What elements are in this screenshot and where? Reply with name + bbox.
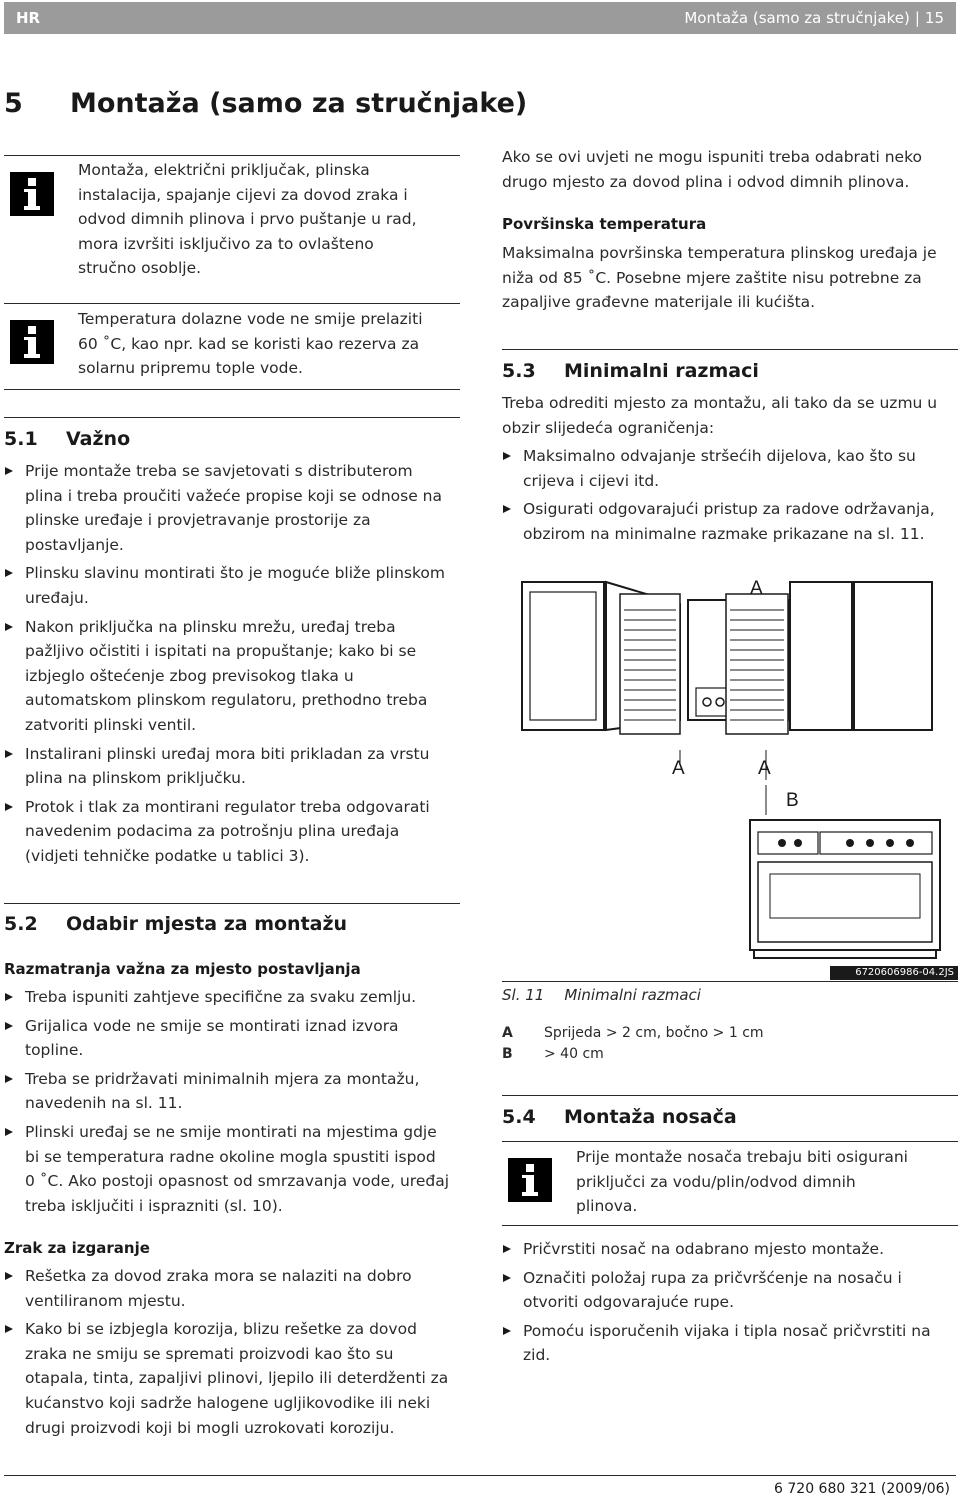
line: plina na plinskom priključku.	[25, 769, 246, 788]
list-item	[502, 1319, 958, 1368]
legend-key: A	[502, 1025, 513, 1041]
notice-line: instalacija, spajanje cijevi za dovod zraka i	[78, 185, 408, 204]
line: crijeva i cijevi itd.	[523, 471, 660, 490]
notice-line: stručno osoblje.	[78, 259, 202, 278]
surface-paragraph	[502, 241, 958, 315]
line: treba isključiti i isprazniti (sl. 10).	[25, 1196, 283, 1215]
line: Nakon priključka na plinsku mrežu, uređaj treba	[25, 617, 396, 636]
label-a-left: A	[672, 758, 685, 779]
figure-code: 6720606986-04.2JS	[830, 966, 958, 980]
list-item	[4, 742, 460, 791]
divider	[4, 417, 460, 418]
section-number: 5.2	[4, 913, 38, 935]
bullet-arrow-icon	[503, 1245, 511, 1253]
figure-legend	[502, 1023, 764, 1065]
bullet-arrow-icon	[5, 803, 13, 811]
notice-3	[576, 1145, 956, 1219]
list-item	[502, 497, 958, 546]
line: Plinsku slavinu montirati što je moguće bliže plinskom	[25, 564, 445, 583]
bullet-arrow-icon	[5, 467, 13, 475]
louvered-door	[620, 594, 680, 734]
bullet-arrow-icon	[503, 452, 511, 460]
info-icon	[10, 172, 54, 216]
section-number: 5.1	[4, 428, 38, 450]
line: otapala, tinta, zapaljivi plinovi, ljepilo ili deterdženti za	[25, 1369, 449, 1388]
line: uređaju.	[25, 588, 89, 607]
line: Maksimalna površinska temperatura plinskog uređaja je	[502, 244, 937, 262]
line: Plinski uređaj se ne smije montirati na mjestima gdje	[25, 1122, 437, 1141]
page-header	[4, 2, 956, 34]
label-a-right: A	[758, 758, 771, 779]
line: Treba se pridržavati minimalnih mjera za montažu,	[25, 1069, 420, 1088]
list-item	[4, 1264, 460, 1313]
divider	[4, 903, 460, 904]
section-number: 5.4	[502, 1106, 536, 1128]
bullet-arrow-icon	[5, 623, 13, 631]
list-item	[4, 795, 460, 869]
language-code: HR	[16, 9, 41, 27]
section-title: Važno	[66, 428, 131, 450]
notice-2	[78, 307, 458, 381]
line: Pomoću isporučenih vijaka i tipla nosač pričvrstiti na	[523, 1321, 931, 1340]
notice-line: 60 ˚C, kao npr. kad se koristi kao rezerva za	[78, 334, 420, 353]
list-item	[4, 1317, 460, 1440]
line: drugo mjesto za dovod plina i odvod dimnih plinova.	[502, 172, 910, 191]
legend-key: B	[502, 1046, 513, 1062]
line: Ako se ovi uvjeti ne mogu ispuniti treba odabrati neko	[502, 148, 922, 166]
page-number: 15	[924, 9, 944, 27]
notice-line: Temperatura dolazne vode ne smije prelaziti	[78, 310, 423, 328]
bullet-arrow-icon	[5, 569, 13, 577]
line: kućanstvo koji sadrže halogene ugljikovodike ili neki	[25, 1393, 431, 1412]
section-5-1-heading	[4, 428, 130, 450]
line: izbjeglo oštećenje zbog previsokog tlaka u	[25, 666, 354, 685]
bullet-arrow-icon	[5, 750, 13, 758]
line: obzir slijedeća ograničenja:	[502, 418, 715, 437]
info-icon	[10, 320, 54, 364]
line: Osigurati odgovarajući pristup za radove održavanja,	[523, 500, 935, 519]
list-item	[4, 561, 460, 610]
divider	[4, 155, 460, 156]
section-title: Minimalni razmaci	[564, 360, 759, 382]
line: obzirom na minimalne razmake prikazane na sl. 11.	[523, 524, 925, 543]
divider	[502, 981, 958, 982]
bullet-arrow-icon	[503, 1274, 511, 1282]
list-item	[4, 1120, 460, 1218]
bracket-list	[502, 1237, 958, 1372]
clearance-list	[502, 444, 958, 550]
line: Grijalica vode ne smije se montirati iznad izvora	[25, 1016, 399, 1035]
section-number: 5.3	[502, 360, 536, 382]
line: Treba ispuniti zahtjeve specifične za svaku zemlju.	[25, 988, 417, 1006]
right-cabinet-1	[790, 582, 852, 730]
list-item	[4, 459, 460, 557]
bullet-arrow-icon	[5, 1325, 13, 1333]
figure-title: Minimalni razmaci	[564, 986, 701, 1004]
list-item	[4, 1067, 460, 1116]
section-number: 5	[4, 88, 23, 119]
notice-line: odvod dimnih plinova i prvo puštanje u rad,	[78, 210, 417, 229]
bullet-arrow-icon	[5, 993, 13, 1001]
clearance-intro	[502, 391, 958, 440]
list-item	[502, 444, 958, 493]
line: drugi proizvodi koji bi mogli uzrokovati koroziju.	[25, 1418, 395, 1437]
section-5-2-heading	[4, 913, 347, 935]
notice-line: Prije montaže nosača trebaju biti osigurani	[576, 1148, 908, 1166]
bullet-arrow-icon	[503, 1327, 511, 1335]
line: zatvoriti plinski ventil.	[25, 715, 197, 734]
legend-value: Sprijeda > 2 cm, bočno > 1 cm	[544, 1025, 764, 1041]
list-item	[502, 1237, 958, 1262]
line: Pričvrstiti nosač na odabrano mjesto montaže.	[523, 1240, 885, 1258]
line: Instalirani plinski uređaj mora biti prikladan za vrstu	[25, 744, 430, 763]
divider	[4, 303, 460, 304]
section-5-4-heading	[502, 1106, 737, 1128]
line: Protok i tlak za montirani regulator treba odgovarati	[25, 797, 430, 816]
line: Prije montaže treba se savjetovati s distributerom	[25, 462, 413, 480]
document-number: 6 720 680 321 (2009/06)	[774, 1481, 950, 1497]
notice-1	[78, 158, 458, 281]
line: plinske uređaje i provjetravanje prostorije za	[25, 511, 371, 530]
list-item	[4, 985, 460, 1010]
section-5-3-heading	[502, 360, 759, 382]
section-title: Montaža nosača	[564, 1106, 737, 1128]
info-icon	[508, 1158, 552, 1202]
line: otvoriti odgovarajuće rupe.	[523, 1293, 735, 1312]
line: bi se temperatura radne okoline mogla spustiti ispod	[25, 1147, 436, 1166]
line: topline.	[25, 1041, 84, 1060]
line: zid.	[523, 1346, 551, 1365]
legend-item	[502, 1044, 764, 1065]
list-item	[502, 1266, 958, 1315]
section-5-heading	[4, 88, 527, 119]
notice-line: plinova.	[576, 1197, 638, 1216]
notice-line: mora izvršiti isključivo za to ovlašteno	[78, 234, 374, 253]
list-item	[4, 615, 460, 738]
line: Označiti položaj rupa za pričvršćenje na nosaču i	[523, 1268, 902, 1287]
louvered-panel	[726, 594, 788, 734]
section-title: Odabir mjesta za montažu	[66, 913, 348, 935]
bullet-arrow-icon	[5, 1272, 13, 1280]
combustion-air-list	[4, 1264, 460, 1444]
intro-paragraph	[502, 145, 958, 194]
divider	[502, 1225, 958, 1226]
clearance-diagram	[520, 570, 942, 978]
notice-line: Montaža, električni priključak, plinska	[78, 161, 370, 179]
header-right	[684, 9, 944, 27]
line: pažljivo očistiti i ispitati na propuštanje; kako bi se	[25, 642, 417, 661]
divider	[4, 389, 460, 390]
line: Kako bi se izbjegla korozija, blizu rešetke za dovod	[25, 1320, 417, 1339]
notice-line: priključci za vodu/plin/odvod dimnih	[576, 1172, 856, 1191]
bullet-arrow-icon	[5, 1075, 13, 1083]
figure-caption	[502, 986, 701, 1004]
legend-value: > 40 cm	[544, 1046, 604, 1062]
line: plina i treba proučiti važeće propise koji se odnose na	[25, 486, 443, 505]
line: (vidjeti tehničke podatke u tablici 3).	[25, 846, 310, 865]
label-b: B	[786, 790, 799, 811]
subheading: Razmatranja važna za mjesto postavljanja	[4, 960, 361, 978]
subheading: Površinska temperatura	[502, 215, 707, 233]
line: postavljanje.	[25, 535, 124, 554]
line: zraka ne smiju se spremati proizvodi kao što su	[25, 1344, 394, 1363]
figure-number: Sl. 11	[502, 986, 545, 1004]
notice-line: solarnu pripremu tople vode.	[78, 359, 303, 378]
divider	[502, 1095, 958, 1096]
line: ventiliranom mjestu.	[25, 1291, 186, 1310]
section-title: Montaža (samo za stručnjake)	[70, 88, 528, 119]
header-section-title: Montaža (samo za stručnjake)	[684, 9, 910, 27]
footer-divider	[4, 1475, 956, 1476]
divider	[502, 1141, 958, 1142]
bullet-arrow-icon	[5, 1128, 13, 1136]
subheading: Zrak za izgaranje	[4, 1239, 150, 1257]
divider	[502, 349, 958, 350]
bullet-arrow-icon	[503, 505, 511, 513]
line: automatskom plinskom regulatoru, prethodno treba	[25, 691, 428, 710]
label-a-top: A	[750, 578, 763, 599]
list-item	[4, 1014, 460, 1063]
line: navedenim podacima za potrošnju plina uređaja	[25, 822, 400, 841]
line: Maksimalno odvajanje stršećih dijelova, kao što su	[523, 447, 916, 465]
line: 0 ˚C. Ako postoji opasnost od smrzavanja vode, uređaj	[25, 1172, 450, 1191]
header-separator: |	[914, 9, 920, 27]
bullet-arrow-icon	[5, 1022, 13, 1030]
line: navedenih na sl. 11.	[25, 1094, 183, 1113]
important-list	[4, 459, 460, 873]
line: zapaljive građevne materijale ili kućišta.	[502, 293, 816, 312]
line: Treba odrediti mjesto za montažu, ali tako da se uzmu u	[502, 394, 938, 412]
legend-item	[502, 1023, 764, 1044]
right-cabinet-2	[854, 582, 932, 730]
line: Rešetka za dovod zraka mora se nalaziti na dobro	[25, 1267, 412, 1285]
line: niža od 85 ˚C. Posebne mjere zaštite nisu potrebne za	[502, 268, 922, 287]
placement-list	[4, 985, 460, 1222]
